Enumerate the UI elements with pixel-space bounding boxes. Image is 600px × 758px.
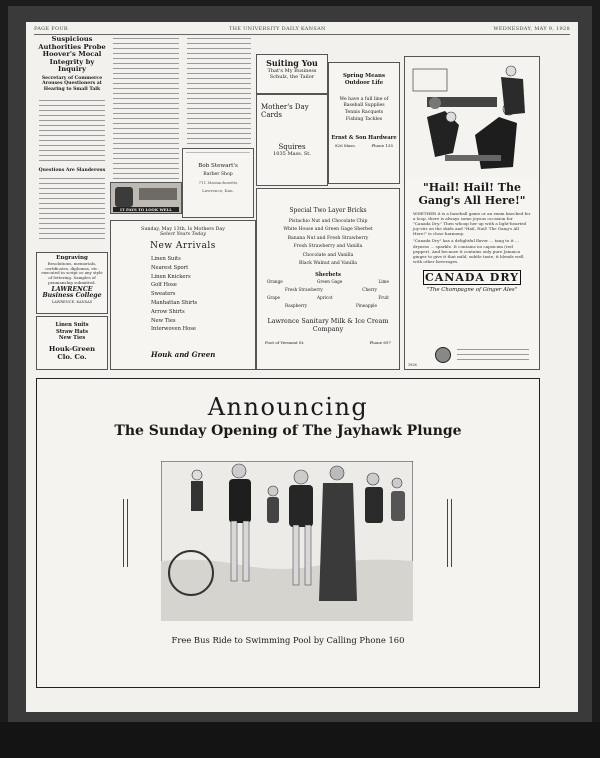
canada-year: 1928: [408, 363, 417, 367]
houk-green-name: Houk-Green Clo. Co.: [48, 344, 96, 361]
sherbet: Grape: [267, 295, 281, 301]
canada-dry-ad: [404, 56, 540, 370]
canada-headline: "Hail! Hail! The Gang's All Here!": [418, 181, 526, 207]
news-column-2: [110, 36, 182, 186]
plunge-footer: Free Bus Ride to Swimming Pool by Calling Phone 160: [171, 635, 405, 645]
news-column-3: [184, 36, 254, 144]
ice-cream-company: Lawrence Sanitary Milk & Ice Cream Company: [267, 317, 389, 334]
new-ties-item: New Ties: [58, 335, 86, 342]
ice-cream-address: Foot of Vermont St.: [265, 339, 305, 345]
arrival-item: Nearest Sport: [151, 264, 189, 271]
flavor: Banana Nut and Fresh Strawberry: [287, 235, 369, 241]
arrival-item: Golf Hose: [151, 282, 177, 289]
canada-dry-logo: CANADA DRY: [423, 270, 521, 285]
spring-item: Baseball Supplies: [343, 103, 385, 108]
mothers-day-note: Sunday, May 13th, Is Mothers Day: [141, 227, 225, 232]
college-city: LAWRENCE, KANSAS: [51, 299, 93, 304]
ice-cream-phone: Phone 697: [369, 339, 391, 345]
engraving-ad: [36, 252, 108, 314]
ernst-phone: Phone 135: [371, 143, 393, 148]
select-today: Select Yours Today: [160, 232, 206, 237]
swimmers-illustration: [161, 461, 413, 621]
sherbet: Cherry: [362, 287, 377, 293]
mothers-day-ad: [256, 94, 328, 186]
houk-green-logo: Houk and Green: [151, 350, 216, 359]
suiting-ad: [256, 54, 328, 94]
engraving-body: Resolutions, memorials, certificates, diplomas, etc. executed in script or any style of lettering. Samples of penmanship submitted.: [41, 261, 103, 285]
arrival-item: Linen Knickers: [151, 273, 191, 280]
arrival-item: Arrow Shirts: [151, 308, 185, 315]
plunge-ad: [36, 378, 540, 688]
new-arrivals-title: New Arrivals: [150, 241, 216, 251]
sherbet: Apricot: [317, 295, 333, 301]
pays-ad: [110, 182, 182, 214]
engraving-title: Engraving: [56, 255, 88, 261]
squires-name: Squires: [278, 143, 306, 151]
sherbet: Orange: [267, 279, 283, 285]
sherbets-title: Sherbets: [315, 272, 341, 279]
suiting-line3: Schulz, the Tailor: [269, 74, 315, 80]
new-arrivals-ad: [110, 220, 256, 370]
flavor: Black Walnut and Vanilla: [299, 261, 357, 267]
barber-city: Lawrence, Kan.: [202, 188, 234, 193]
film-edge: [0, 722, 600, 758]
flavor: Chocolate and Vanilla: [302, 252, 354, 258]
suiting-line2: That's My Business: [267, 68, 317, 74]
ice-cream-ad: [256, 188, 400, 370]
mothers-day-cards: Cards: [261, 111, 282, 119]
spring-title: Spring Means Outdoor Life: [343, 73, 385, 86]
page-header: [34, 26, 570, 34]
pays-label: IT PAYS TO LOOK WELL: [113, 207, 179, 212]
canada-tagline: "The Champagne of Ginger Ales": [426, 286, 518, 293]
spring-sub: We have a full line of: [339, 97, 389, 102]
barber-desc: Barber Shop: [203, 172, 233, 177]
news-column: [36, 36, 108, 246]
sherbet: Fresh Strawberry: [285, 287, 323, 293]
bar-scene-illustration: [405, 57, 537, 177]
sherbet: Lime: [378, 279, 389, 285]
straw-hats-item: Straw Hats: [55, 328, 89, 335]
flavor: White House and Green Gage Sherbet: [283, 227, 373, 233]
news-subhead: Secretary of Commerce Arouses Questioners at Hearing to Small Talk: [41, 75, 103, 92]
suiting-title: Suiting You: [266, 58, 318, 68]
houk-green-small-ad: [36, 316, 108, 370]
squires-address: 1035 Mass. St.: [273, 151, 311, 157]
canada-seal-icon: [435, 347, 451, 363]
sherbet: Raspberry: [285, 303, 308, 309]
business-college-logo: LAWRENCE Business College: [42, 285, 102, 300]
sherbet: Green Gage: [317, 279, 343, 285]
news-section-head: Questions Are Slanderous: [38, 168, 106, 173]
spring-item: Fishing Tackles: [345, 117, 383, 122]
arrival-item: Linen Suits: [151, 256, 181, 262]
flavor: Fresh Strawberry and Vanilla: [293, 244, 363, 250]
barber-address: 711 Massachusetts: [198, 180, 238, 185]
ernst-address: 826 Mass.: [335, 143, 356, 148]
canada-body: WHETHER it is a baseball game or an exam knocked for a loop, there is always some joyous occasion for "Canada Dry." Then whoop her up with a light-hearted joy-stir on the skids and "Hail, Hail! The Gang's All Here!" is close harmony.: [413, 211, 531, 237]
barber-ad: [182, 148, 254, 218]
arrival-item: Manhattan Shirts: [151, 299, 198, 306]
bricks-title: Special Two Layer Bricks: [289, 207, 367, 214]
left-rule: [123, 499, 128, 567]
plunge-subtitle: The Sunday Opening of The Jayhawk Plunge: [114, 423, 462, 439]
sherbet: Fruit: [378, 295, 389, 301]
mothers-day-title: Mother's Day: [261, 103, 309, 111]
announcing-title: Announcing: [207, 393, 369, 421]
arrival-item: Interwoven Hose: [151, 326, 196, 333]
barber-name: Bob Stewart's: [198, 163, 238, 169]
news-headline: Suspicious Authorities Probe Hoover's Mocal Integrity by Inquiry: [38, 35, 106, 74]
hardware-ad: [328, 62, 400, 184]
canada-body-2: "Canada Dry" has a delightful flavor ... tang to it ... dryness ... sparkle. It contains no capsicum (red pepper). And because it contains only pure Jamaica ginger to give it that mild, subtle taste, it blends well with other beverages.: [413, 238, 524, 264]
arrival-item: New Ties: [151, 317, 176, 324]
page-date: WEDNESDAY, MAY 9, 1928: [493, 26, 570, 32]
linen-suits-item: Linen Suits: [55, 322, 89, 328]
sherbet: Pineapple: [355, 303, 377, 309]
masthead: THE UNIVERSITY DAILY KANSAN: [229, 26, 326, 32]
newspaper-page: [26, 22, 578, 712]
flavor: Pistachio Nut and Chocolate Chip: [288, 219, 368, 224]
arrival-item: Sweaters: [151, 291, 176, 298]
right-rule: [447, 499, 452, 567]
page-number: PAGE FOUR: [34, 26, 68, 32]
spring-item: Tennis Racquets: [344, 110, 384, 115]
ernst-name: Ernst & Son Hardware: [331, 135, 397, 141]
